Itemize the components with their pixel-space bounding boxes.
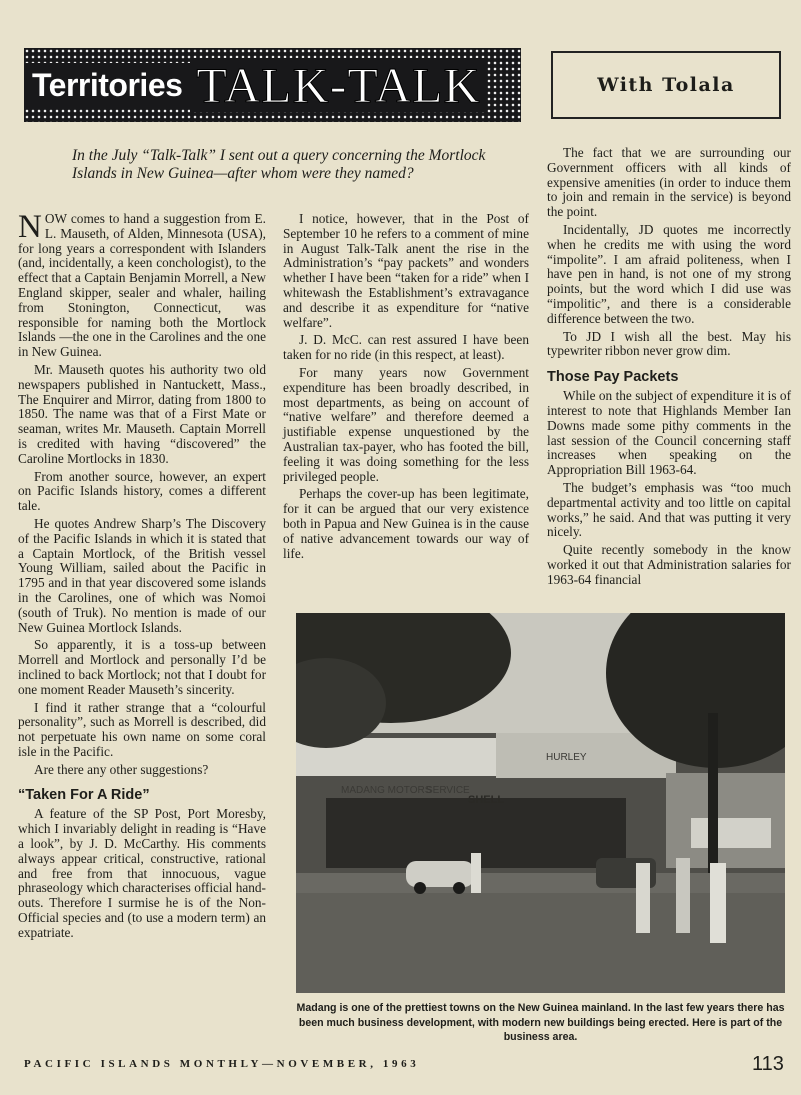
sign-upper: HURLEY [546,752,587,763]
subheading: Those Pay Packets [547,369,679,386]
paragraph: J. D. McC. can rest assured I have been taken for no ride (in this respect, at least). [283,332,529,363]
masthead-banner [24,48,521,122]
article-column-1 [18,209,266,941]
byline: With Tolala [597,74,735,96]
paragraph: I find it rather strange that a “colourful personality”, such as Morrell is described, did not perpetuate his own name on some coral isle in the Pacific. [18,699,266,759]
paragraph: I notice, however, that in the Post of September 10 he refers to a comment of mine in August Talk-Talk anent the rise in the Administration’s “pay packets” and wonders whether I have been “taken for a ride” when I whitewash the Establishment’s extravagance and describe it as expenditure for “native welfare”. [283,211,529,330]
sign-shell: SHELL [468,794,505,806]
car-wheel [453,882,465,894]
paragraph: Quite recently somebody in the know worked it out that Administration salaries for 1963-64 financial [547,542,791,587]
car-wheel [414,882,426,894]
parked-car [406,861,474,887]
paragraph [18,209,266,360]
masthead-title-small: Territories [32,66,183,103]
subheading: “Taken For A Ride” [18,787,150,804]
drop-cap: N [18,209,42,245]
intro-query: In the July “Talk-Talk” I sent out a query concerning the Mortlock Islands in New Guinea—after whom were they named? [72,147,486,182]
paragraph: While on the subject of expenditure it is of interest to note that Highlands Member Ian Downs made some pithy comments in the last session of the Council concerning staff increases when speaking on the Appropriation Bill 1963-64. [547,388,791,478]
tree-trunk [708,713,718,873]
masthead-title-large-wrap [190,58,486,112]
masthead-title-small-wrap [24,63,190,108]
pedestrian [676,858,690,933]
paragraph: Incidentally, JD quotes me incorrectly when he credits me with using the word “impolite”. I am afraid politeness, when I have pen in hand, is not one of my strong points, but the word which I did use was “impolitic”, and there is a considerable difference between the two. [547,221,791,326]
paragraph-text: OW comes to hand a suggestion from E. L. Mauseth, of Alden, Minnesota (USA), for long years a correspondent with Islanders (and, incidentally, a keen conchologist), to the effect that a Captain Benjamin Morrell, a New England skipper, sealer and whaler, hailing from Stonington, Connecticut, was responsible for naming both the Mortlock Islands —the one in the Carolines and the one in New Guinea. [18,211,266,360]
paragraph: Mr. Mauseth quotes his authority two old newspapers published in Nantuckett, Mass., The Enquirer and Mirror, dating from 1800 to 1850. The name was that of a First Mate or seaman, writes Mr. Mauseth. Captain Morrell is credited with having “discovered” the Caroline Mortlocks in 1830. [18,361,266,466]
photo-caption: Madang is one of the prettiest towns on the New Guinea mainland. In the last few years there has been much business development, with modern new buildings being erected. Here is part of the business area. [296,1002,785,1043]
page-number: 113 [752,1053,784,1075]
masthead-title-large: TALK-TALK [196,57,481,113]
photo-scene [296,613,785,993]
sign-main: MADANG MOTORS [341,785,432,796]
pedestrian [471,853,481,893]
paragraph: To JD I wish all the best. May his typewriter ribbon never grow dim. [547,328,791,359]
paragraph: For many years now Government expenditure has been broadly described, in most departments, as being on account of “native welfare” and therefore deemed a justifiable expense unquestioned by the Australian tax-payer, who has footed the bill, feeling it was doing something for the less privileged people. [283,364,529,484]
pedestrian [636,863,650,933]
paragraph: He quotes Andrew Sharp’s The Discovery of the Pacific Islands in which it is stated that a Captain Mortlock, of the British vessel Young William, sailed about the Pacific in 1795 and in that year discovered some islands in the Carolines, one of which was Nomoi (south of Truk). No mention is made of our New Guinea Mortlock Islands. [18,515,266,635]
running-footer: PACIFIC ISLANDS MONTHLY—NOVEMBER, 1963 [24,1058,420,1070]
paragraph: From another source, however, an expert on Pacific Islands history, comes a different tale. [18,468,266,514]
paragraph: The fact that we are surrounding our Government officers with all kinds of expensive amenities (in order to induce them to join and remain in the service) is beyond the point. [547,145,791,220]
paragraph: Are there any other suggestions? [34,761,209,777]
paragraph: A feature of the SP Post, Port Moresby, which I invariably delight in reading is “Have a look”, by J. D. McCarthy. His comments always appear critical, constructive, rational and free from that innocuous, vague phraseology which characterises official hand-outs. Therefore I surmise he is of the Non-Official species and (to use a modern term) an expatriate. [18,806,266,940]
paragraph: So apparently, it is a toss-up between Morrell and Mortlock and personally I’d be inclined to back Mortlock; not that I doubt for one moment Reader Mauseth’s sincerity. [18,637,266,697]
paragraph: Perhaps the cover-up has been legitimate, for it can be argued that our very existence both in Papua and New Guinea is in the cause of native advancement towards our way of life. [283,486,529,561]
article-column-2 [283,212,529,561]
article-column-3 [547,146,791,588]
byline-box [551,51,781,119]
shop-window [691,818,771,848]
paragraph: The budget’s emphasis was “too much departmental activity and too little on capital works,” he said. And that was putting it very nicely. [547,479,791,540]
sign-service: SERVICE [426,785,470,796]
street-photograph [296,613,785,993]
pedestrian [710,863,726,943]
